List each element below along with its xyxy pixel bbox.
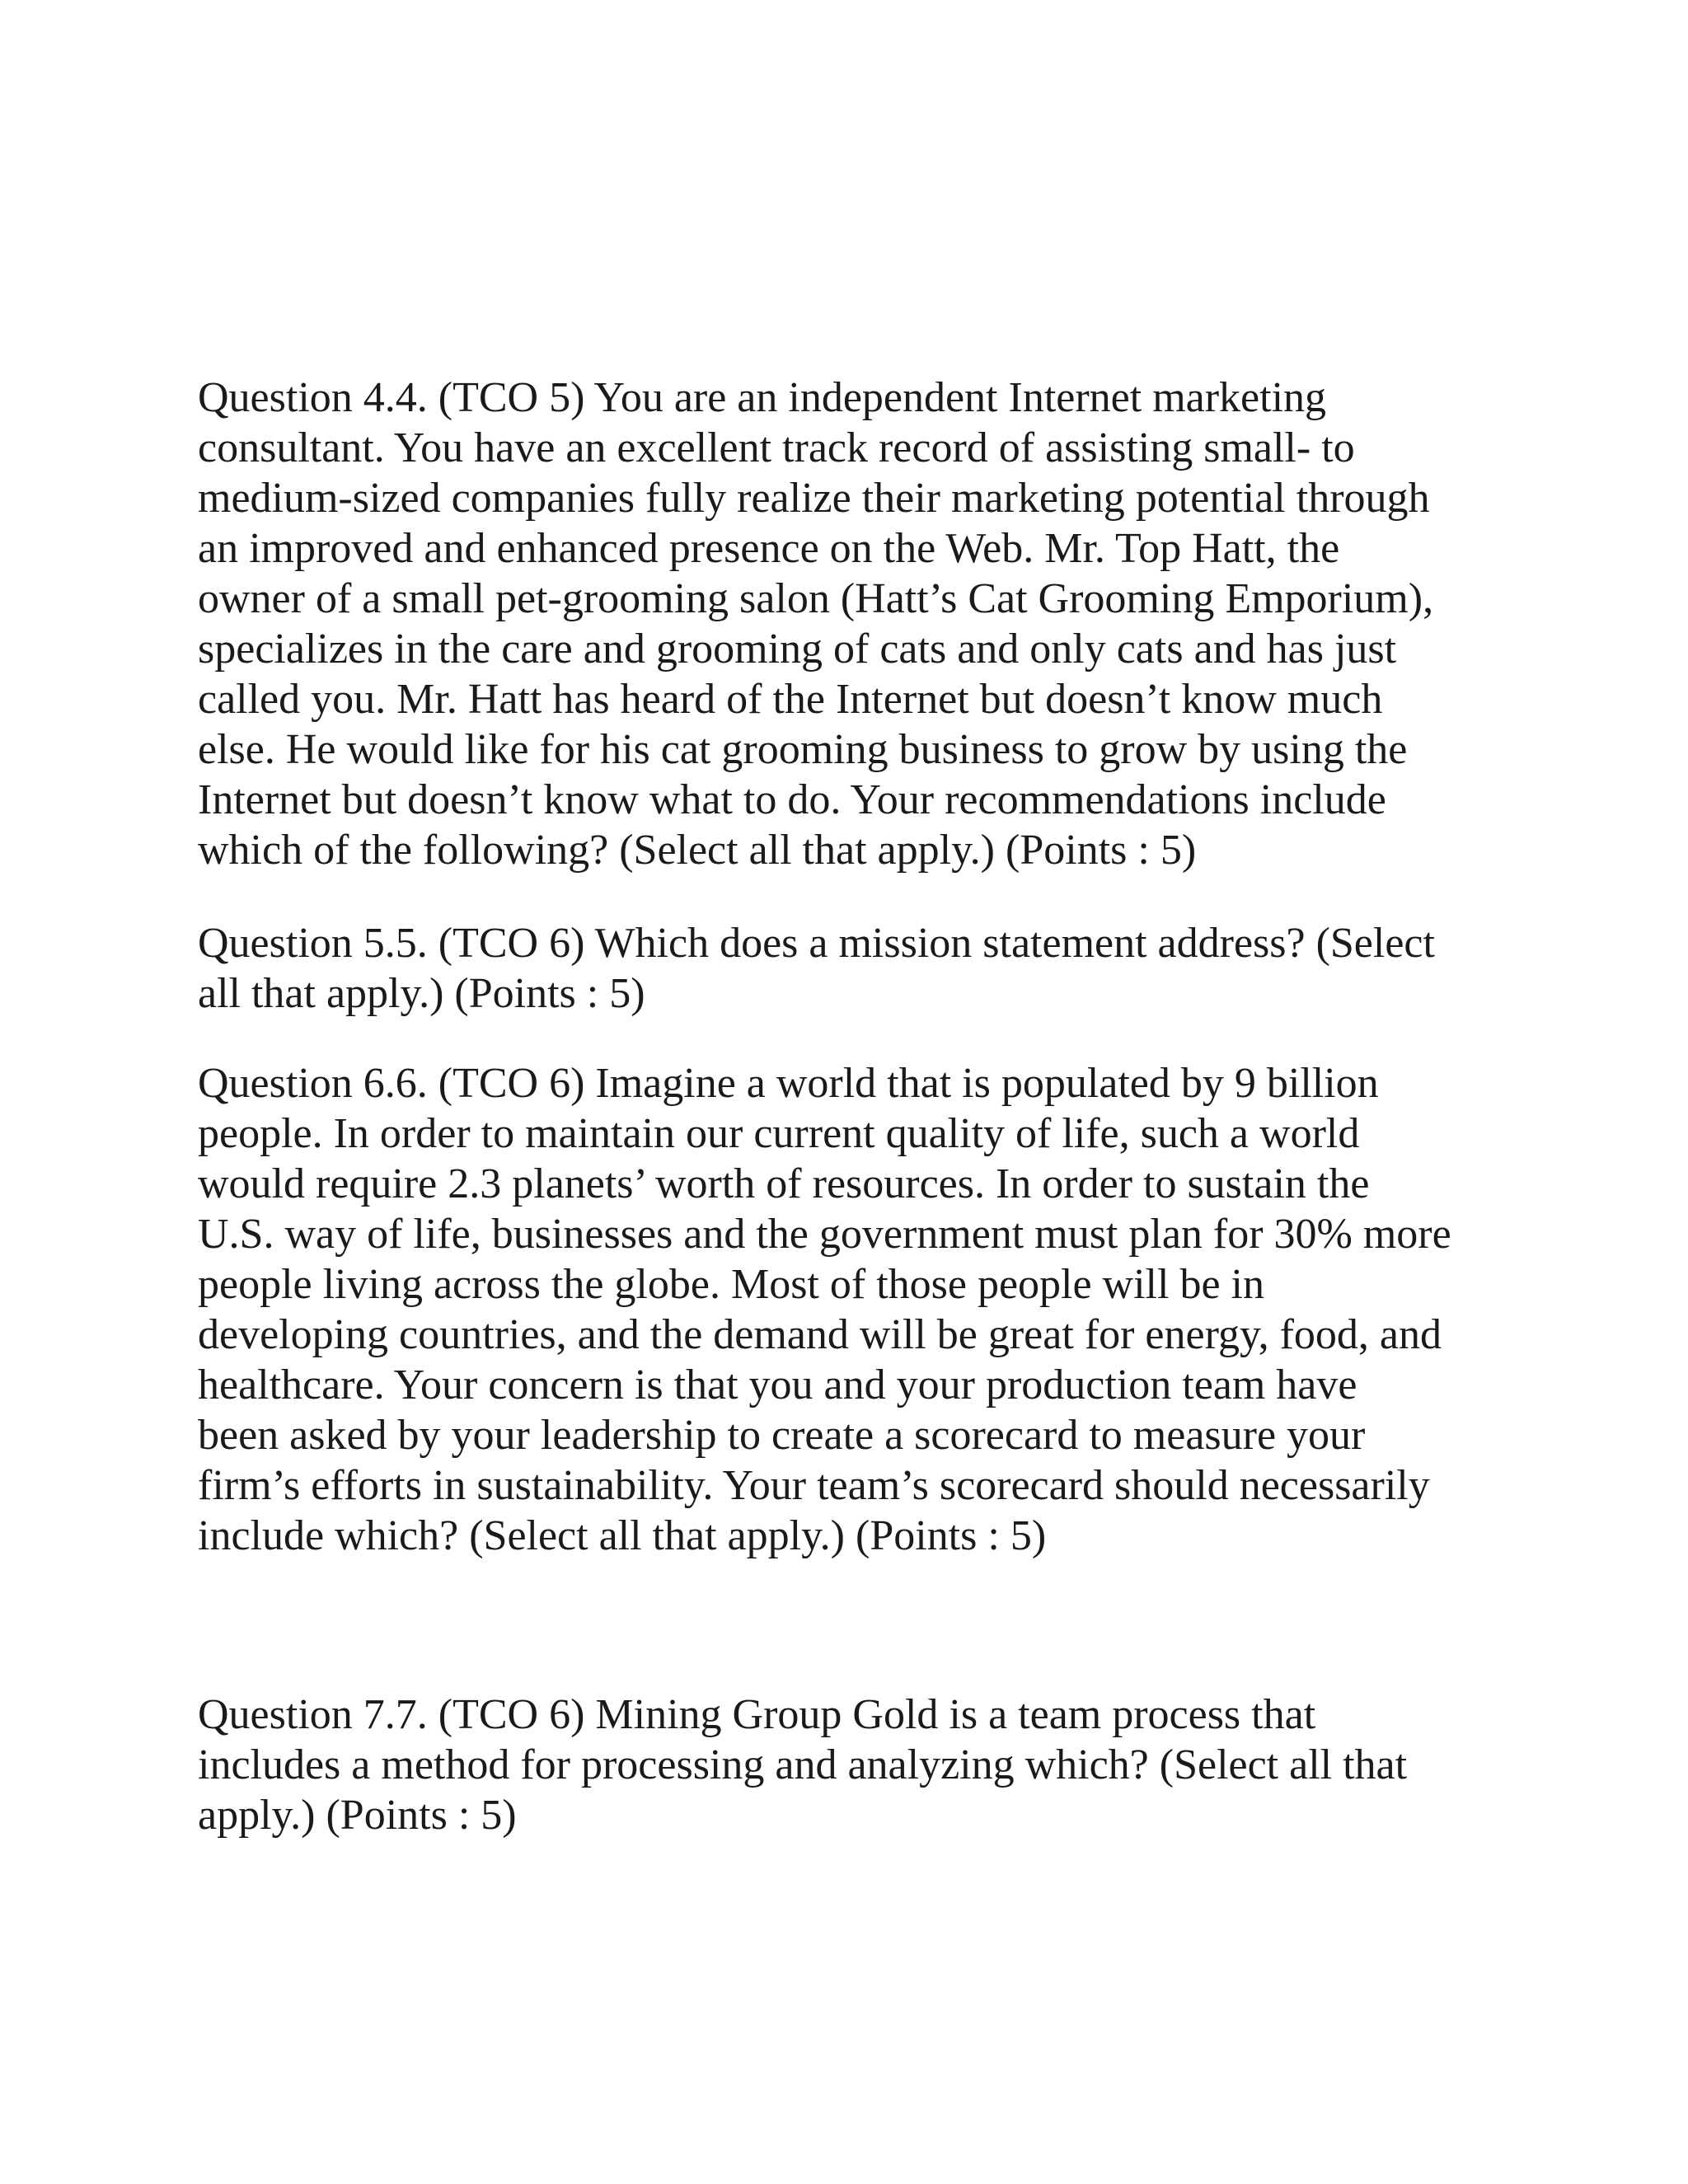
question-line: Question 7.7. (TCO 6) Mining Group Gold is a team process that	[198, 1691, 1316, 1738]
question-6-6	[198, 1058, 1451, 1561]
question-line: else. He would like for his cat grooming business to grow by using the	[198, 726, 1408, 773]
question-line: apply.) (Points : 5)	[198, 1792, 517, 1839]
question-line: an improved and enhanced presence on the Web. Mr. Top Hatt, the	[198, 525, 1340, 572]
question-line: called you. Mr. Hatt has heard of the Internet but doesn’t know much	[198, 676, 1383, 723]
question-line: would require 2.3 planets’ worth of resources. In order to sustain the	[198, 1160, 1370, 1207]
question-line: all that apply.) (Points : 5)	[198, 970, 645, 1017]
question-line: Internet but doesn’t know what to do. Your recommendations include	[198, 776, 1386, 823]
question-line: people. In order to maintain our current quality of life, such a world	[198, 1110, 1360, 1157]
question-line: been asked by your leadership to create a scorecard to measure your	[198, 1412, 1366, 1459]
question-line: medium-sized companies fully realize their marketing potential through	[198, 475, 1430, 522]
question-line: developing countries, and the demand will be great for energy, food, and	[198, 1311, 1442, 1358]
question-4-4	[198, 373, 1433, 875]
question-line: Question 5.5. (TCO 6) Which does a mission statement address? (Select	[198, 920, 1435, 967]
question-line: include which? (Select all that apply.) (Points : 5)	[198, 1512, 1047, 1559]
question-line: Question 4.4. (TCO 5) You are an independent Internet marketing	[198, 374, 1327, 421]
question-line: which of the following? (Select all that apply.) (Points : 5)	[198, 827, 1197, 874]
question-line: includes a method for processing and analyzing which? (Select all that	[198, 1741, 1408, 1788]
question-line: specializes in the care and grooming of cats and only cats and has just	[198, 626, 1397, 673]
question-line: consultant. You have an excellent track record of assisting small- to	[198, 424, 1355, 471]
question-line: owner of a small pet-grooming salon (Hatt’s Cat Grooming Emporium),	[198, 575, 1434, 622]
question-5-5	[198, 918, 1435, 1019]
question-line: firm’s efforts in sustainability. Your team’s scorecard should necessarily	[198, 1462, 1430, 1509]
question-line: U.S. way of life, businesses and the government must plan for 30% more	[198, 1211, 1451, 1258]
question-line: healthcare. Your concern is that you and your production team have	[198, 1361, 1357, 1408]
question-7-7	[198, 1690, 1407, 1840]
question-line: Question 6.6. (TCO 6) Imagine a world that is populated by 9 billion	[198, 1060, 1379, 1107]
question-line: people living across the globe. Most of those people will be in	[198, 1261, 1264, 1308]
